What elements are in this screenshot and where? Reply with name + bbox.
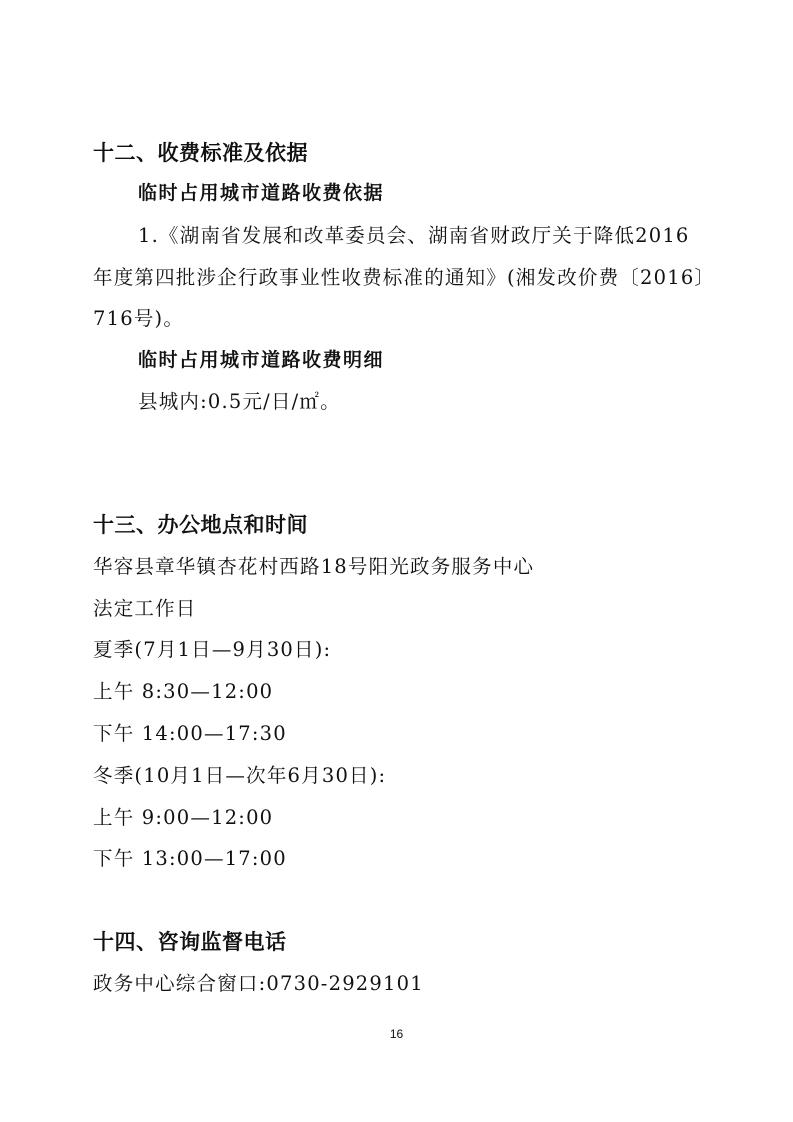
section-13-heading: 十三、办公地点和时间: [93, 513, 308, 537]
page-number: 16: [389, 1027, 404, 1041]
fee-basis-line-2: 年度第四批涉企行政事业性收费标准的通知》(湘发改价费〔2016〕: [93, 266, 716, 289]
fee-basis-line-1: 1.《湖南省发展和改革委员会、湖南省财政厅关于降低2016: [138, 224, 690, 247]
fee-detail-title: 临时占用城市道路收费明细: [138, 349, 385, 371]
section-12-heading: 十二、收费标准及依据: [93, 141, 308, 165]
section-14-heading: 十四、咨询监督电话: [93, 930, 287, 954]
consult-phone-line: 政务中心综合窗口:0730-2929101: [93, 972, 424, 995]
summer-schedule-label: 夏季(7月1日—9月30日):: [93, 638, 332, 661]
summer-afternoon-hours: 下午 14:00—17:30: [93, 722, 287, 745]
winter-afternoon-hours: 下午 13:00—17:00: [93, 847, 287, 870]
winter-morning-hours: 上午 9:00—12:00: [93, 806, 274, 829]
winter-schedule-label: 冬季(10月1日—次年6月30日):: [93, 764, 387, 787]
fee-detail-line: 县城内:0.5元/日/㎡。: [138, 390, 341, 413]
workday-label: 法定工作日: [93, 597, 197, 620]
fee-basis-line-3: 716号)。: [93, 307, 185, 330]
office-address: 华容县章华镇杏花村西路18号阳光政务服务中心: [93, 555, 535, 578]
summer-morning-hours: 上午 8:30—12:00: [93, 680, 274, 703]
fee-basis-title: 临时占用城市道路收费依据: [138, 182, 385, 204]
